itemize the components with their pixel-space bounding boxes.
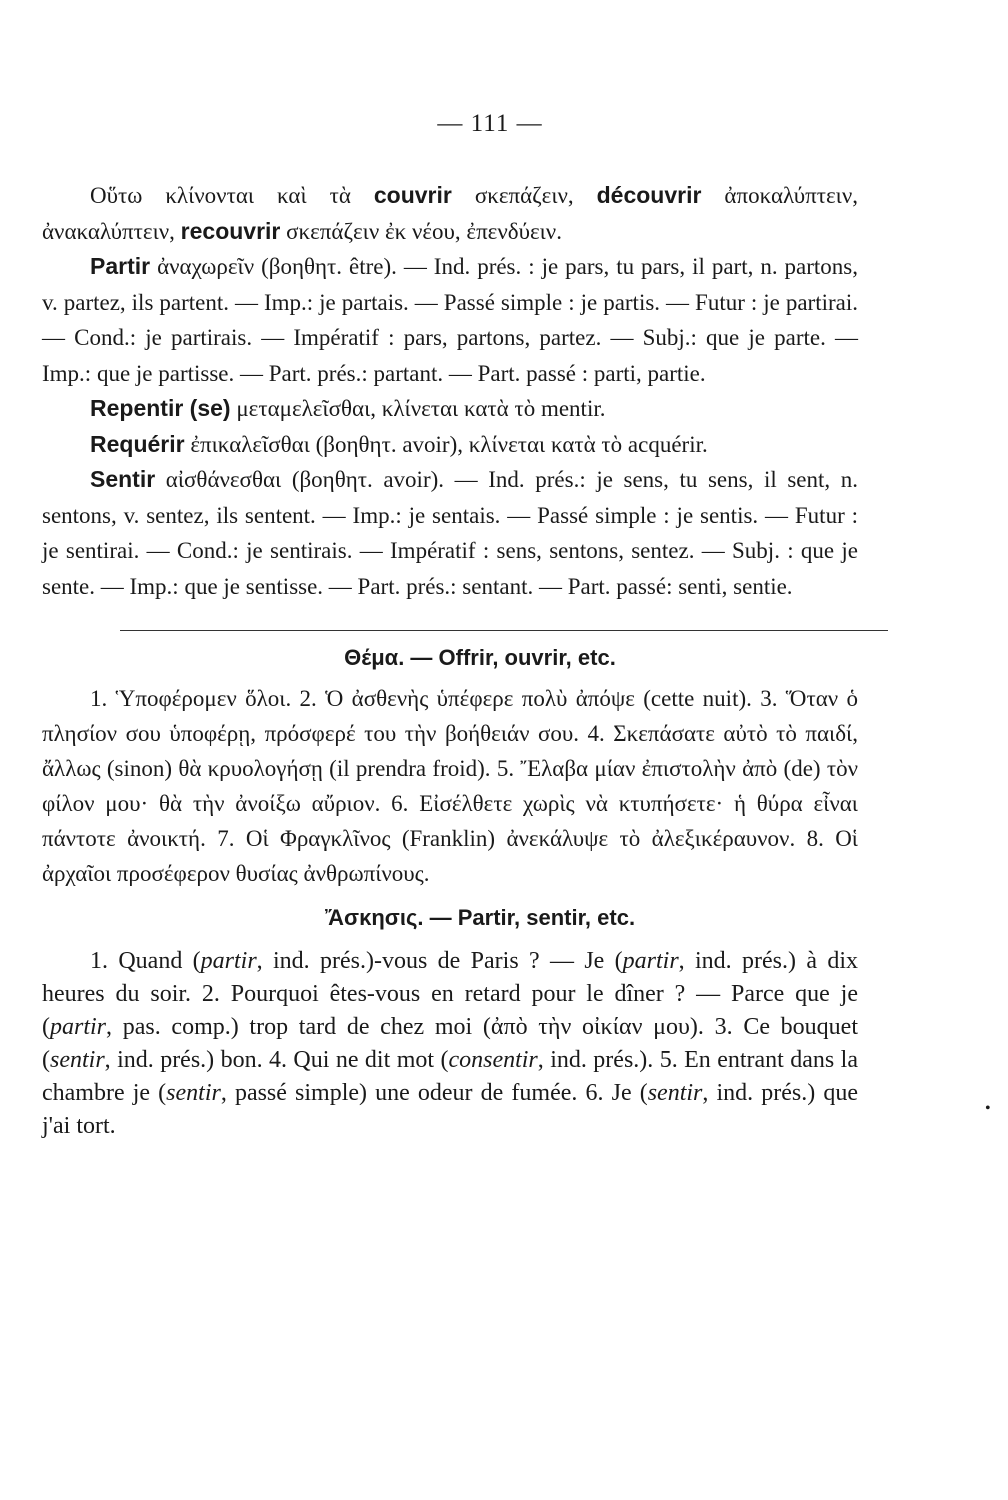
section-divider	[120, 630, 888, 631]
repentir-entry: Repentir (se) μεταμελεῖσθαι, κλίνεται κατὰ τὸ mentir.	[90, 395, 606, 421]
requerir-entry: Requérir ἐπικαλεῖσθαι (βοηθητ. avoir), κλίνεται κατὰ τὸ acquérir.	[90, 430, 708, 457]
askesis-exercise: 1. Quand (partir, ind. prés.)-vous de Paris ? — Je (partir, ind. prés.) à dix heures du soir. 2. Pourquoi êtes-vous en retard pour le dîner ? — Parce que je (partir, pas. comp.) trop tard de chez moi (ἀπὸ τὴν οἰκίαν μου). 3. Ce bouquet (sentir, ind. prés.) bon. 4. Qui ne dit mot (consentir, ind. prés.). 5. En entrant dans la chambre je (sentir, passé simple) une odeur de fumée. 6. Je (sentir, ind. prés.) que j'ai tort.	[42, 948, 859, 1139]
thema-exercise: 1. Ὑποφέρομεν ὅλοι. 2. Ὁ ἀσθενὴς ὑπέφερε πολὺ ἀπόψε (cette nuit). 3. Ὅταν ὁ πλησίον σου ὑποφέρῃ, πρόσφερέ του τὴν βοήθειάν σου. 4. Σκεπάσατε αὐτὸ τὸ παιδί, ἄλλως (sinon) θὰ κρυολογήσῃ (il prendra froid). 5. Ἔλαβα μίαν ἐπιστολὴν ἀπὸ (de) τὸν φίλον μου· θὰ τὴν ἀνοίξω αὔριον. 6. Εἰσέλθετε χωρὶς νὰ κτυπήσετε· ἡ θύρα εἶναι πάντοτε ἀνοικτή. 7. Οἱ Φραγκλῖνος (Franklin) ἀνεκάλυψε τὸ ἀλεξικέραυνον. 8. Οἱ ἀρχαῖοι προσέφερον θυσίας ἀνθρωπίνους.	[42, 686, 858, 886]
entry-head-repentir: Repentir (se)	[90, 395, 231, 421]
term-couvrir: couvrir	[373, 182, 452, 208]
margin-speck: •	[985, 1100, 991, 1117]
term-recouvrir: recouvrir	[180, 217, 281, 244]
entry-head-requerir: Requérir	[90, 430, 185, 457]
term-decouvrir: découvrir	[596, 182, 702, 208]
askesis-heading: Ἄσκησις. — Partir, sentir, etc.	[324, 905, 636, 930]
intro-paragraph: Οὕτω κλίνονται καὶ τὰ couvrir σκεπάζειν, découvrir ἀποκαλύπτειν, ἀνακαλύπτειν, recouvrir σκεπάζειν ἐκ νέου, ἐπενδύειν.	[42, 182, 858, 244]
partir-entry: Partir ἀναχωρεῖν (βοηθητ. être). — Ind. prés. : je pars, tu pars, il part, n. partons, v. partez, ils partent. — Imp.: je partais. — Passé simple : je partis. — Futur : je partirai. — Cond.: je partirais. — Impératif : pars, partons, partez. — Subj.: que je parte. — Imp.: que je partisse. — Part. prés.: partant. — Part. passé : parti, partie.	[42, 253, 858, 386]
entry-head-partir: Partir	[90, 253, 151, 279]
thema-heading: Θέμα. — Offrir, ouvrir, etc.	[344, 645, 616, 670]
entry-head-sentir: Sentir	[90, 466, 156, 492]
sentir-entry: Sentir αἰσθάνεσθαι (βοηθητ. avoir). — Ind. prés.: je sens, tu sens, il sent, n. sentons, v. sentez, ils sentent. — Imp.: je sentais. — Passé simple : je sentis. — Futur : je sentirai. — Cond.: je sentirais. — Impératif : sens, sentons, sentez. — Subj. : que je sente. — Imp.: que je sentisse. — Part. prés.: sentant. — Part. passé: senti, sentie.	[42, 466, 858, 599]
page-number: — 111 —	[437, 110, 543, 137]
